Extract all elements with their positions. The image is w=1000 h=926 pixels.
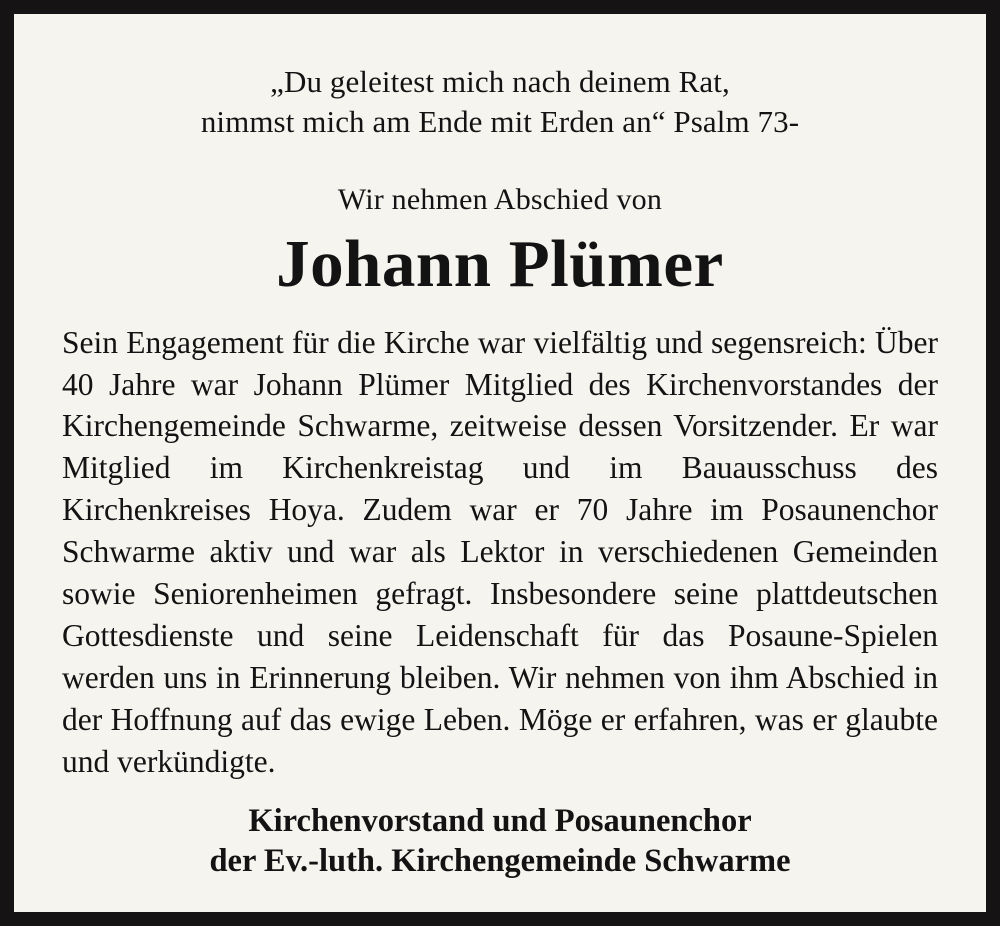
signature-line-2: der Ev.-luth. Kirchengemeinde Schwarme xyxy=(209,843,791,880)
signature-line-1: Kirchenvorstand und Posaunenchor xyxy=(248,803,752,840)
farewell-label: Wir nehmen Abschied von xyxy=(337,183,663,217)
tribute-text: Sein Engagement für die Kirche war vielfältig und segensreich: Über 40 Jahre war Johann Plümer Mitglied des Kirchenvorstandes der Kirchengemeinde Schwarme, zeitweise dessen Vorsitzender. Er war Mitglied im Kirchenkreistag und im Bauausschuss des Kirchenkreises Hoya. Zudem war er 70 Jahre im Posaunenchor Schwarme aktiv und war als Lektor in verschiedenen Gemeinden sowie Seniorenheimen gefragt. Insbesondere seine plattdeutschen Gottesdienste und seine Leidenschaft für das Posaune-Spielen werden uns in Erinnerung bleiben. Wir nehmen von ihm Abschied in der Hoffnung auf das ewige Leben. Möge er erfahren, was er glaubte und verkündigte. xyxy=(62,324,938,779)
signature-block xyxy=(62,802,938,881)
verse-line-1: „Du geleitest mich nach deinem Rat, xyxy=(270,64,730,99)
notice-paper xyxy=(14,14,986,912)
verse-line-2: nimmst mich am Ende mit Erden an“ Psalm 73- xyxy=(200,103,800,139)
bible-verse xyxy=(201,62,799,141)
deceased-name: Johann Plümer xyxy=(276,227,724,302)
